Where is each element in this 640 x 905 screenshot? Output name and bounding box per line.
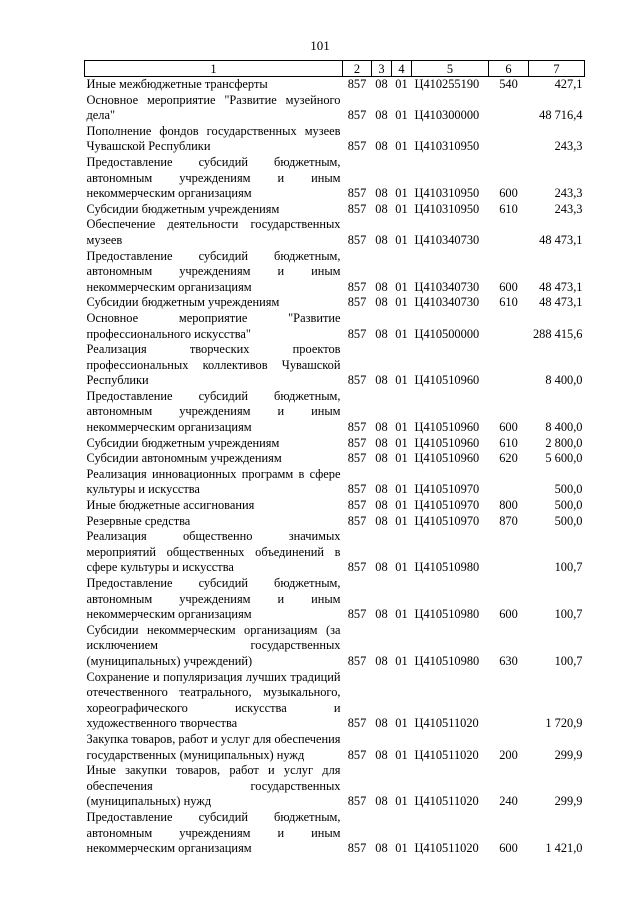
row-expense-type-cell: 600 [499, 841, 518, 856]
row-section-cell: 08 [375, 653, 388, 668]
row-ved-cell: 857 [347, 326, 367, 341]
row-target-article-cell: Ц410340730 [414, 295, 480, 310]
row-name-cell: Обеспечение деятельности государственных музеев [86, 217, 341, 247]
row-ved-cell: 857 [347, 279, 367, 294]
row-ved-cell: 857 [347, 139, 367, 154]
row-target-article-cell: Ц410310950 [414, 186, 480, 201]
row-expense-type-cell: 600 [499, 607, 518, 622]
table-row [85, 217, 585, 248]
row-amount-cell: 8 400,0 [545, 420, 583, 435]
row-amount-cell: 243,3 [554, 201, 583, 216]
row-amount-cell: 1 720,9 [545, 716, 583, 731]
table-row [85, 670, 585, 732]
table-row [85, 77, 585, 93]
row-ved-cell: 857 [347, 186, 367, 201]
row-amount-cell: 500,0 [554, 498, 583, 513]
table-row [85, 436, 585, 452]
table-row [85, 249, 585, 296]
row-name-cell: Резервные средства [86, 513, 191, 528]
row-subsection-cell: 01 [395, 560, 408, 575]
table-row [85, 498, 585, 514]
row-subsection-cell: 01 [395, 513, 408, 528]
column-header: 7 [529, 61, 585, 77]
row-section-cell: 08 [375, 232, 388, 247]
row-amount-cell: 427,1 [554, 77, 583, 91]
row-subsection-cell: 01 [395, 794, 408, 809]
row-amount-cell: 1 421,0 [545, 841, 583, 856]
row-amount-cell: 500,0 [554, 513, 583, 528]
row-expense-type-cell [489, 93, 529, 124]
row-target-article-cell: Ц410510960 [414, 435, 480, 450]
row-amount-cell: 243,3 [554, 186, 583, 201]
table-row [85, 514, 585, 530]
row-target-article-cell: Ц410255190 [414, 77, 480, 91]
row-name-cell: Субсидии бюджетным учреждениям [86, 295, 280, 310]
row-ved-cell: 857 [347, 108, 367, 123]
row-name-cell: Сохранение и популяризация лучших традиций отечественного театрального, музыкального, хореографического искусства и художественного творчества [86, 669, 341, 731]
row-name-cell: Реализация инновационных программ в сфере культуры и искусства [86, 466, 341, 497]
row-subsection-cell: 01 [395, 451, 408, 466]
row-section-cell: 08 [375, 841, 388, 856]
row-ved-cell: 857 [347, 560, 367, 575]
row-subsection-cell: 01 [395, 420, 408, 435]
table-row [85, 763, 585, 810]
row-name-cell: Закупка товаров, работ и услуг для обеспечения государственных (муниципальных) нужд [86, 731, 341, 762]
row-expense-type-cell [489, 342, 529, 389]
row-name-cell: Иные межбюджетные трансферты [86, 77, 268, 91]
row-target-article-cell: Ц410510980 [414, 607, 480, 622]
row-expense-type-cell: 870 [499, 513, 518, 528]
row-name-cell: Субсидии автономным учреждениям [86, 451, 282, 466]
row-expense-type-cell [489, 124, 529, 155]
row-name-cell: Субсидии некоммерческим организациям (за исключением государственных (муниципальных) учреждений) [86, 622, 341, 668]
table-row [85, 93, 585, 124]
row-ved-cell: 857 [347, 232, 367, 247]
row-subsection-cell: 01 [395, 232, 408, 247]
row-subsection-cell: 01 [395, 841, 408, 856]
row-section-cell: 08 [375, 201, 388, 216]
row-name-cell: Реализация общественно значимых мероприятий общественных объединений в сфере культуры и искусства [86, 529, 341, 575]
row-expense-type-cell: 630 [499, 653, 518, 668]
row-target-article-cell: Ц410510960 [414, 373, 480, 388]
row-subsection-cell: 01 [395, 716, 408, 731]
row-ved-cell: 857 [347, 747, 367, 762]
column-header: 3 [372, 61, 392, 77]
row-amount-cell: 100,7 [554, 607, 583, 622]
column-header: 5 [412, 61, 489, 77]
table-row [85, 576, 585, 623]
row-subsection-cell: 01 [395, 747, 408, 762]
row-amount-cell: 48 473,1 [539, 279, 583, 294]
table-body [85, 77, 585, 857]
row-expense-type-cell [489, 529, 529, 576]
row-expense-type-cell: 620 [499, 451, 518, 466]
row-name-cell: Иные бюджетные ассигнования [86, 498, 255, 513]
row-name-cell: Предоставление субсидий бюджетным, автономным учреждениям и иным некоммерческим организациям [86, 248, 341, 294]
row-amount-cell: 243,3 [554, 139, 583, 154]
row-ved-cell: 857 [347, 482, 367, 497]
row-ved-cell: 857 [347, 295, 367, 310]
row-section-cell: 08 [375, 747, 388, 762]
row-section-cell: 08 [375, 279, 388, 294]
table-row [85, 124, 585, 155]
row-subsection-cell: 01 [395, 77, 408, 91]
row-amount-cell: 48 473,1 [539, 232, 583, 247]
row-target-article-cell: Ц410340730 [414, 279, 480, 294]
row-expense-type-cell [489, 467, 529, 498]
table-row [85, 342, 585, 389]
row-section-cell: 08 [375, 326, 388, 341]
row-subsection-cell: 01 [395, 498, 408, 513]
row-amount-cell: 100,7 [554, 560, 583, 575]
row-subsection-cell: 01 [395, 326, 408, 341]
table-row [85, 295, 585, 311]
row-amount-cell: 8 400,0 [545, 373, 583, 388]
table-row [85, 810, 585, 857]
table-row [85, 732, 585, 763]
row-expense-type-cell: 600 [499, 420, 518, 435]
row-target-article-cell: Ц410310950 [414, 201, 480, 216]
row-subsection-cell: 01 [395, 295, 408, 310]
row-expense-type-cell: 800 [499, 498, 518, 513]
row-name-cell: Предоставление субсидий бюджетным, автономным учреждениям и иным некоммерческим организациям [86, 388, 341, 435]
row-section-cell: 08 [375, 373, 388, 388]
row-expense-type-cell: 610 [499, 201, 518, 216]
row-name-cell: Субсидии бюджетным учреждениям [86, 435, 280, 450]
row-amount-cell: 100,7 [554, 653, 583, 668]
row-amount-cell: 299,9 [554, 794, 583, 809]
row-section-cell: 08 [375, 139, 388, 154]
row-target-article-cell: Ц410510960 [414, 451, 480, 466]
row-target-article-cell: Ц410511020 [414, 841, 479, 856]
column-header: 2 [343, 61, 372, 77]
row-section-cell: 08 [375, 108, 388, 123]
row-ved-cell: 857 [347, 451, 367, 466]
table-row [85, 155, 585, 202]
table-row [85, 311, 585, 342]
row-target-article-cell: Ц410510960 [414, 420, 480, 435]
row-ved-cell: 857 [347, 77, 367, 91]
row-target-article-cell: Ц410510980 [414, 653, 480, 668]
row-expense-type-cell: 600 [499, 186, 518, 201]
row-subsection-cell: 01 [395, 186, 408, 201]
row-subsection-cell: 01 [395, 607, 408, 622]
row-section-cell: 08 [375, 186, 388, 201]
row-section-cell: 08 [375, 794, 388, 809]
row-section-cell: 08 [375, 451, 388, 466]
row-amount-cell: 500,0 [554, 482, 583, 497]
row-section-cell: 08 [375, 716, 388, 731]
table-row [85, 467, 585, 498]
row-expense-type-cell: 610 [499, 295, 518, 310]
row-target-article-cell: Ц410510970 [414, 513, 480, 528]
column-header: 6 [489, 61, 529, 77]
row-target-article-cell: Ц410300000 [414, 108, 480, 123]
row-expense-type-cell: 600 [499, 279, 518, 294]
row-subsection-cell: 01 [395, 373, 408, 388]
row-section-cell: 08 [375, 77, 388, 91]
row-expense-type-cell: 540 [499, 77, 518, 91]
row-name-cell: Иные закупки товаров, работ и услуг для обеспечения государственных (муниципальных) нужд [86, 763, 341, 809]
page-number: 101 [310, 38, 330, 53]
row-section-cell: 08 [375, 435, 388, 450]
table-header [85, 61, 585, 77]
row-section-cell: 08 [375, 560, 388, 575]
row-expense-type-cell: 610 [499, 435, 518, 450]
row-name-cell: Реализация творческих проектов профессиональных коллективов Чувашской Республики [86, 342, 341, 388]
row-section-cell: 08 [375, 420, 388, 435]
row-subsection-cell: 01 [395, 201, 408, 216]
row-section-cell: 08 [375, 295, 388, 310]
row-ved-cell: 857 [347, 420, 367, 435]
row-section-cell: 08 [375, 607, 388, 622]
row-ved-cell: 857 [347, 373, 367, 388]
row-target-article-cell: Ц410511020 [414, 747, 479, 762]
row-name-cell: Предоставление субсидий бюджетным, автономным учреждениям и иным некоммерческим организациям [86, 809, 341, 856]
row-expense-type-cell: 240 [499, 794, 518, 809]
row-ved-cell: 857 [347, 653, 367, 668]
row-name-cell: Субсидии бюджетным учреждениям [86, 201, 280, 216]
table-row [85, 389, 585, 436]
row-subsection-cell: 01 [395, 482, 408, 497]
row-target-article-cell: Ц410511020 [414, 716, 479, 731]
row-expense-type-cell [489, 670, 529, 732]
row-target-article-cell: Ц410510970 [414, 498, 480, 513]
row-ved-cell: 857 [347, 841, 367, 856]
row-ved-cell: 857 [347, 513, 367, 528]
row-target-article-cell: Ц410310950 [414, 139, 480, 154]
row-target-article-cell: Ц410500000 [414, 326, 480, 341]
row-target-article-cell: Ц410340730 [414, 232, 480, 247]
row-name-cell: Предоставление субсидий бюджетным, автономным учреждениям и иным некоммерческим организациям [86, 154, 341, 201]
row-expense-type-cell [489, 311, 529, 342]
row-name-cell: Основное мероприятие "Развитие профессионального искусства" [86, 310, 341, 341]
row-ved-cell: 857 [347, 435, 367, 450]
row-ved-cell: 857 [347, 201, 367, 216]
row-section-cell: 08 [375, 498, 388, 513]
column-header: 1 [85, 61, 343, 77]
row-ved-cell: 857 [347, 794, 367, 809]
row-subsection-cell: 01 [395, 279, 408, 294]
row-amount-cell: 48 716,4 [539, 108, 583, 123]
row-amount-cell: 2 800,0 [545, 435, 583, 450]
row-amount-cell: 48 473,1 [539, 295, 583, 310]
column-header: 4 [392, 61, 412, 77]
row-target-article-cell: Ц410511020 [414, 794, 479, 809]
row-expense-type-cell: 200 [499, 747, 518, 762]
row-name-cell: Предоставление субсидий бюджетным, автономным учреждениям и иным некоммерческим организациям [86, 576, 341, 622]
row-ved-cell: 857 [347, 498, 367, 513]
row-name-cell: Пополнение фондов государственных музеев Чувашской Республики [86, 123, 341, 154]
table-row [85, 202, 585, 218]
row-target-article-cell: Ц410510970 [414, 482, 480, 497]
row-section-cell: 08 [375, 513, 388, 528]
row-subsection-cell: 01 [395, 653, 408, 668]
row-subsection-cell: 01 [395, 139, 408, 154]
budget-table [84, 60, 585, 857]
row-section-cell: 08 [375, 482, 388, 497]
row-amount-cell: 288 415,6 [532, 326, 583, 341]
row-amount-cell: 299,9 [554, 747, 583, 762]
row-subsection-cell: 01 [395, 435, 408, 450]
row-subsection-cell: 01 [395, 108, 408, 123]
row-amount-cell: 5 600,0 [545, 451, 583, 466]
row-target-article-cell: Ц410510980 [414, 560, 480, 575]
table-row [85, 623, 585, 670]
table-row [85, 451, 585, 467]
row-ved-cell: 857 [347, 716, 367, 731]
row-expense-type-cell [489, 217, 529, 248]
table-row [85, 529, 585, 576]
row-ved-cell: 857 [347, 607, 367, 622]
row-name-cell: Основное мероприятие "Развитие музейного дела" [86, 92, 341, 123]
